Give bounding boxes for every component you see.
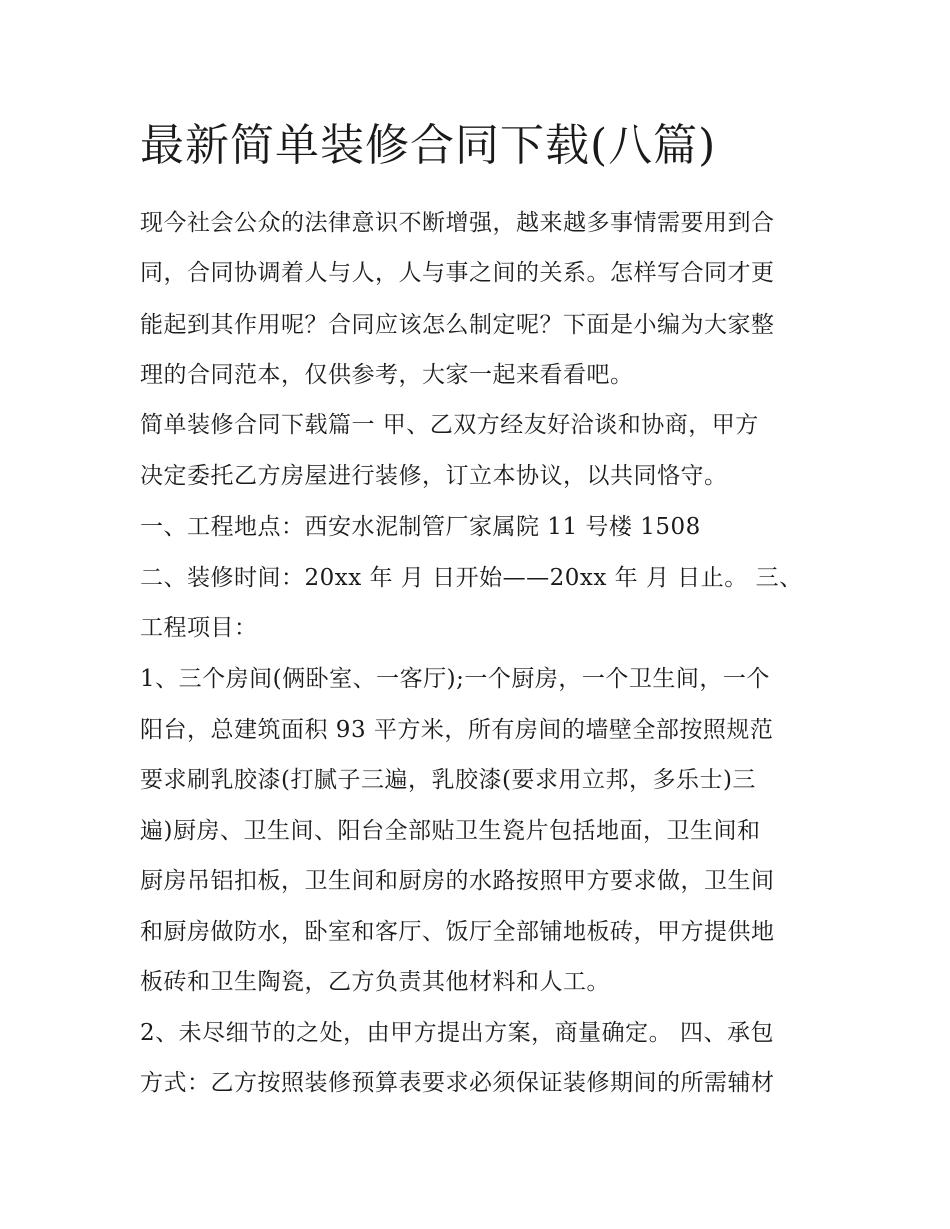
body-line-8: 二、装修时间：20xx 年 月 日开始——20xx 年 月 日止。 三、: [140, 565, 803, 591]
body-line-2: 同，合同协调着人与人，人与事之间的关系。怎样写合同才更: [140, 260, 775, 286]
body-line-13: 遍)厨房、卫生间、阳台全部贴卫生瓷片包括地面，卫生间和: [140, 818, 761, 844]
body-line-3: 能起到其作用呢？合同应该怎么制定呢？下面是小编为大家整: [140, 312, 775, 338]
body-line-12: 要求刷乳胶漆(打腻子三遍，乳胶漆(要求用立邦，多乐士)三: [140, 767, 756, 793]
body-line-5: 简单装修合同下载篇一 甲、乙双方经友好洽谈和协商，甲方: [140, 412, 759, 438]
body-line-18: 方式：乙方按照装修预算表要求必须保证装修期间的所需辅材: [140, 1070, 775, 1096]
body-line-9: 工程项目：: [140, 615, 258, 641]
body-line-17: 2、未尽细节的之处，由甲方提出方案，商量确定。 四、承包: [140, 1020, 774, 1046]
body-line-1: 现今社会公众的法律意识不断增强，越来越多事情需要用到合: [140, 210, 775, 236]
body-line-15: 和厨房做防水，卧室和客厅、饭厅全部铺地板砖，甲方提供地: [140, 919, 775, 945]
document-title: 最新简单装修合同下载(八篇): [140, 120, 717, 171]
body-line-14: 厨房吊铝扣板，卫生间和厨房的水路按照甲方要求做，卫生间: [140, 868, 775, 894]
body-line-6: 决定委托乙方房屋进行装修，订立本协议，以共同恪守。: [140, 463, 728, 489]
body-line-16: 板砖和卫生陶瓷，乙方负责其他材料和人工。: [140, 969, 610, 995]
body-line-10: 1、三个房间(俩卧室、一客厅);一个厨房，一个卫生间，一个: [140, 666, 770, 692]
body-line-7: 一、工程地点：西安水泥制管厂家属院 11 号楼 1508: [140, 514, 701, 540]
body-line-4: 理的合同范本，仅供参考，大家一起来看看吧。: [140, 362, 634, 388]
body-line-11: 阳台，总建筑面积 93 平方米，所有房间的墙壁全部按照规范: [140, 717, 774, 743]
